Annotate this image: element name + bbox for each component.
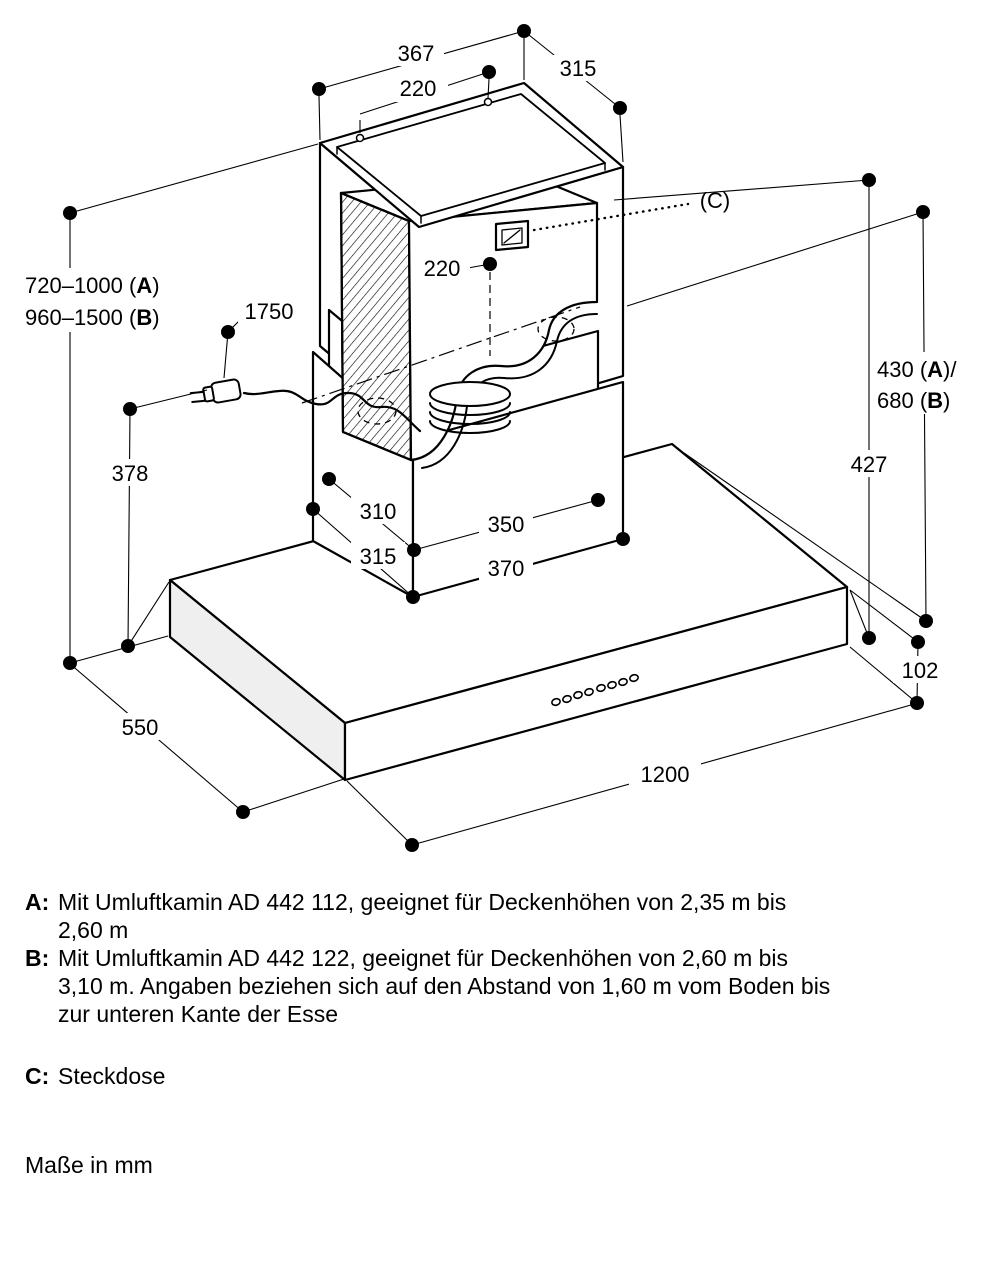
mounting-hole bbox=[357, 135, 364, 142]
note-c-line: Steckdose bbox=[58, 1063, 166, 1089]
dim-height-range-b-label: 960–1500 (B) bbox=[25, 305, 160, 330]
dim-367-label: 367 bbox=[397, 41, 435, 66]
note-b-line: zur unteren Kante der Esse bbox=[58, 1001, 338, 1027]
dim-1200-label: 1200 bbox=[640, 762, 690, 787]
dim-680-label: 680 (B) bbox=[877, 388, 951, 413]
units-note bbox=[25, 1151, 975, 1179]
wall-socket-icon bbox=[496, 221, 528, 250]
note-c bbox=[25, 1062, 975, 1090]
dim-315-mid-label: 315 bbox=[359, 544, 397, 569]
dim-430-label: 430 (A)/ bbox=[877, 357, 957, 382]
notes-section bbox=[25, 888, 975, 1179]
mounting-hole bbox=[485, 99, 492, 106]
dim-370-label: 370 bbox=[487, 556, 525, 581]
dim-height-range-a-label: 720–1000 (A) bbox=[25, 273, 160, 298]
dim-102-label: 102 bbox=[901, 658, 939, 683]
dim-315-top-label: 315 bbox=[559, 56, 597, 81]
units-line: Maße in mm bbox=[25, 1152, 153, 1178]
note-b bbox=[25, 944, 975, 1028]
note-b-label: B: bbox=[25, 945, 50, 971]
note-b-line: Mit Umluftkamin AD 442 122, geeignet für Deckenhöhen von 2,60 m bis bbox=[58, 945, 789, 971]
dim-378-label: 378 bbox=[111, 461, 149, 486]
dim-310-label: 310 bbox=[359, 499, 397, 524]
note-c-label: C: bbox=[25, 1063, 50, 1089]
dim-220-top-label: 220 bbox=[399, 76, 437, 101]
note-a-label: A: bbox=[25, 889, 50, 915]
note-b-line: 3,10 m. Angaben beziehen sich auf den Abstand von 1,60 m vom Boden bis bbox=[58, 973, 831, 999]
note-a-line: Mit Umluftkamin AD 442 112, geeignet für Deckenhöhen von 2,35 m bis bbox=[58, 889, 787, 915]
dim-427-label: 427 bbox=[850, 452, 888, 477]
socket-ref-label: (C) bbox=[699, 188, 731, 213]
dim-550-label: 550 bbox=[121, 715, 159, 740]
dim-350-label: 350 bbox=[487, 512, 525, 537]
dim-220-front-label: 220 bbox=[423, 256, 461, 281]
dim-1750-label: 1750 bbox=[244, 299, 294, 324]
note-a-line: 2,60 m bbox=[58, 917, 129, 943]
note-a bbox=[25, 888, 975, 944]
